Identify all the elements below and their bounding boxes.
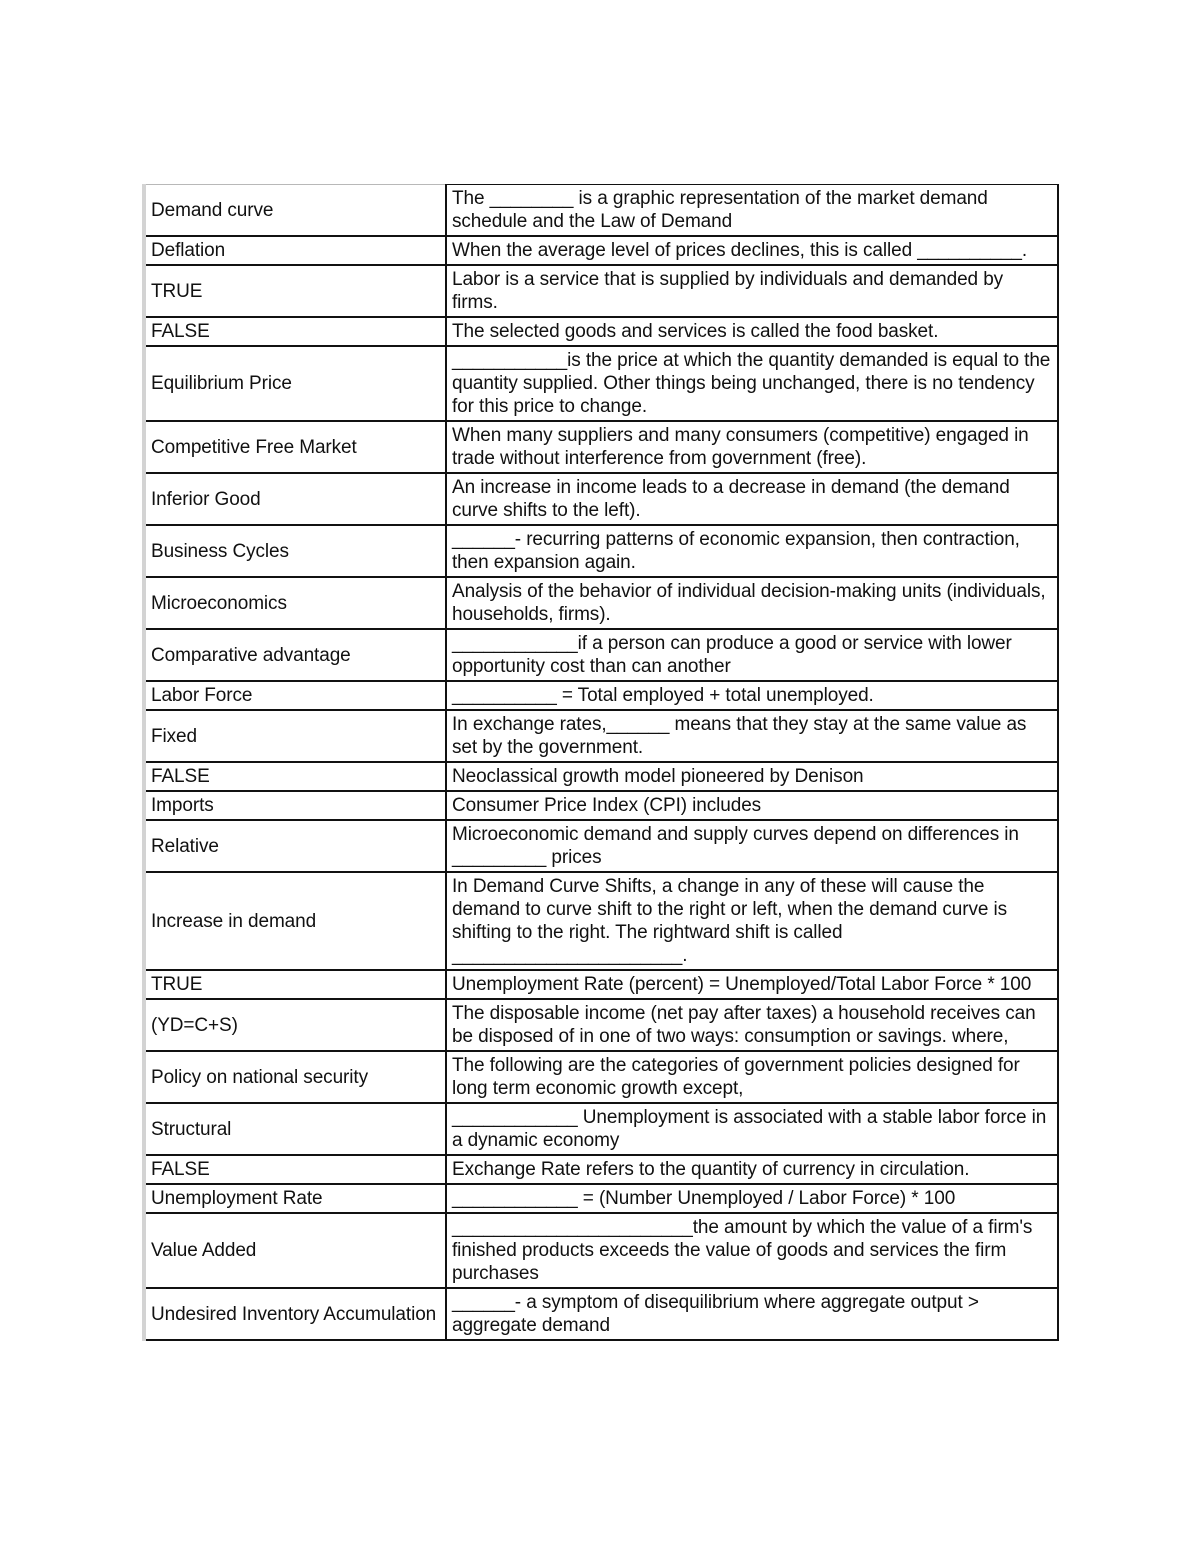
table-row [144, 820, 1058, 872]
table-row [144, 265, 1058, 317]
term-cell: TRUE [144, 265, 446, 317]
term-cell: Unemployment Rate [144, 1184, 446, 1213]
definition-cell: ____________ Unemployment is associated with a stable labor force in a dynamic economy [446, 1103, 1058, 1155]
definition-cell: The disposable income (net pay after taxes) a household receives can be disposed of in one of two ways: consumption or savings. where, [446, 999, 1058, 1051]
table-row [144, 762, 1058, 791]
definition-cell: Exchange Rate refers to the quantity of currency in circulation. [446, 1155, 1058, 1184]
table-row [144, 346, 1058, 421]
table-row [144, 1288, 1058, 1340]
term-cell: Demand curve [144, 185, 446, 237]
table-row [144, 577, 1058, 629]
table-row [144, 681, 1058, 710]
table-row [144, 872, 1058, 970]
table-row [144, 1103, 1058, 1155]
flashcard-rows [144, 185, 1058, 1341]
term-cell: Comparative advantage [144, 629, 446, 681]
term-cell: Equilibrium Price [144, 346, 446, 421]
term-cell: FALSE [144, 1155, 446, 1184]
term-cell: Relative [144, 820, 446, 872]
table-row [144, 629, 1058, 681]
definition-cell: Microeconomic demand and supply curves depend on differences in _________ prices [446, 820, 1058, 872]
definition-cell: When the average level of prices declines, this is called __________. [446, 236, 1058, 265]
table-row [144, 1213, 1058, 1288]
table-row [144, 710, 1058, 762]
definition-cell: _______________________the amount by which the value of a firm's finished products exceeds the value of goods and services the firm purchases [446, 1213, 1058, 1288]
term-cell: (YD=C+S) [144, 999, 446, 1051]
term-cell: Microeconomics [144, 577, 446, 629]
term-cell: Value Added [144, 1213, 446, 1288]
definition-cell: In Demand Curve Shifts, a change in any of these will cause the demand to curve shift to the right or left, when the demand curve is shifting to the right. The rightward shift is called ______________________. [446, 872, 1058, 970]
table-row [144, 970, 1058, 999]
definition-cell: Analysis of the behavior of individual decision-making units (individuals, households, firms). [446, 577, 1058, 629]
term-cell: FALSE [144, 762, 446, 791]
definition-cell: Labor is a service that is supplied by individuals and demanded by firms. [446, 265, 1058, 317]
definition-cell: The ________ is a graphic representation of the market demand schedule and the Law of Demand [446, 185, 1058, 237]
term-cell: Fixed [144, 710, 446, 762]
term-cell: TRUE [144, 970, 446, 999]
table-row [144, 1155, 1058, 1184]
table-row [144, 473, 1058, 525]
definition-cell: ____________if a person can produce a good or service with lower opportunity cost than can another [446, 629, 1058, 681]
definition-cell: In exchange rates,______ means that they stay at the same value as set by the government. [446, 710, 1058, 762]
table-row [144, 317, 1058, 346]
term-cell: Policy on national security [144, 1051, 446, 1103]
table-row [144, 421, 1058, 473]
definition-cell: The following are the categories of government policies designed for long term economic growth except, [446, 1051, 1058, 1103]
term-cell: FALSE [144, 317, 446, 346]
table-row [144, 1051, 1058, 1103]
definition-cell: The selected goods and services is called the food basket. [446, 317, 1058, 346]
term-cell: Inferior Good [144, 473, 446, 525]
definition-cell: ____________ = (Number Unemployed / Labor Force) * 100 [446, 1184, 1058, 1213]
definition-cell: __________ = Total employed + total unemployed. [446, 681, 1058, 710]
definition-cell: ___________is the price at which the quantity demanded is equal to the quantity supplied. Other things being unchanged, there is no tendency for this price to change. [446, 346, 1058, 421]
table-row [144, 185, 1058, 237]
table-row [144, 999, 1058, 1051]
definition-cell: Consumer Price Index (CPI) includes [446, 791, 1058, 820]
term-cell: Undesired Inventory Accumulation [144, 1288, 446, 1340]
definition-cell: Unemployment Rate (percent) = Unemployed/Total Labor Force * 100 [446, 970, 1058, 999]
table-row [144, 1184, 1058, 1213]
table-row [144, 791, 1058, 820]
definition-cell: ______- a symptom of disequilibrium where aggregate output > aggregate demand [446, 1288, 1058, 1340]
table-row [144, 525, 1058, 577]
table-row [144, 236, 1058, 265]
definition-cell: ______- recurring patterns of economic expansion, then contraction, then expansion again. [446, 525, 1058, 577]
term-cell: Imports [144, 791, 446, 820]
definition-cell: When many suppliers and many consumers (competitive) engaged in trade without interference from government (free). [446, 421, 1058, 473]
term-cell: Deflation [144, 236, 446, 265]
term-cell: Structural [144, 1103, 446, 1155]
term-cell: Increase in demand [144, 872, 446, 970]
definition-cell: Neoclassical growth model pioneered by Denison [446, 762, 1058, 791]
flashcard-table [142, 184, 1059, 1341]
term-cell: Competitive Free Market [144, 421, 446, 473]
term-cell: Labor Force [144, 681, 446, 710]
definition-cell: An increase in income leads to a decrease in demand (the demand curve shifts to the left). [446, 473, 1058, 525]
term-cell: Business Cycles [144, 525, 446, 577]
